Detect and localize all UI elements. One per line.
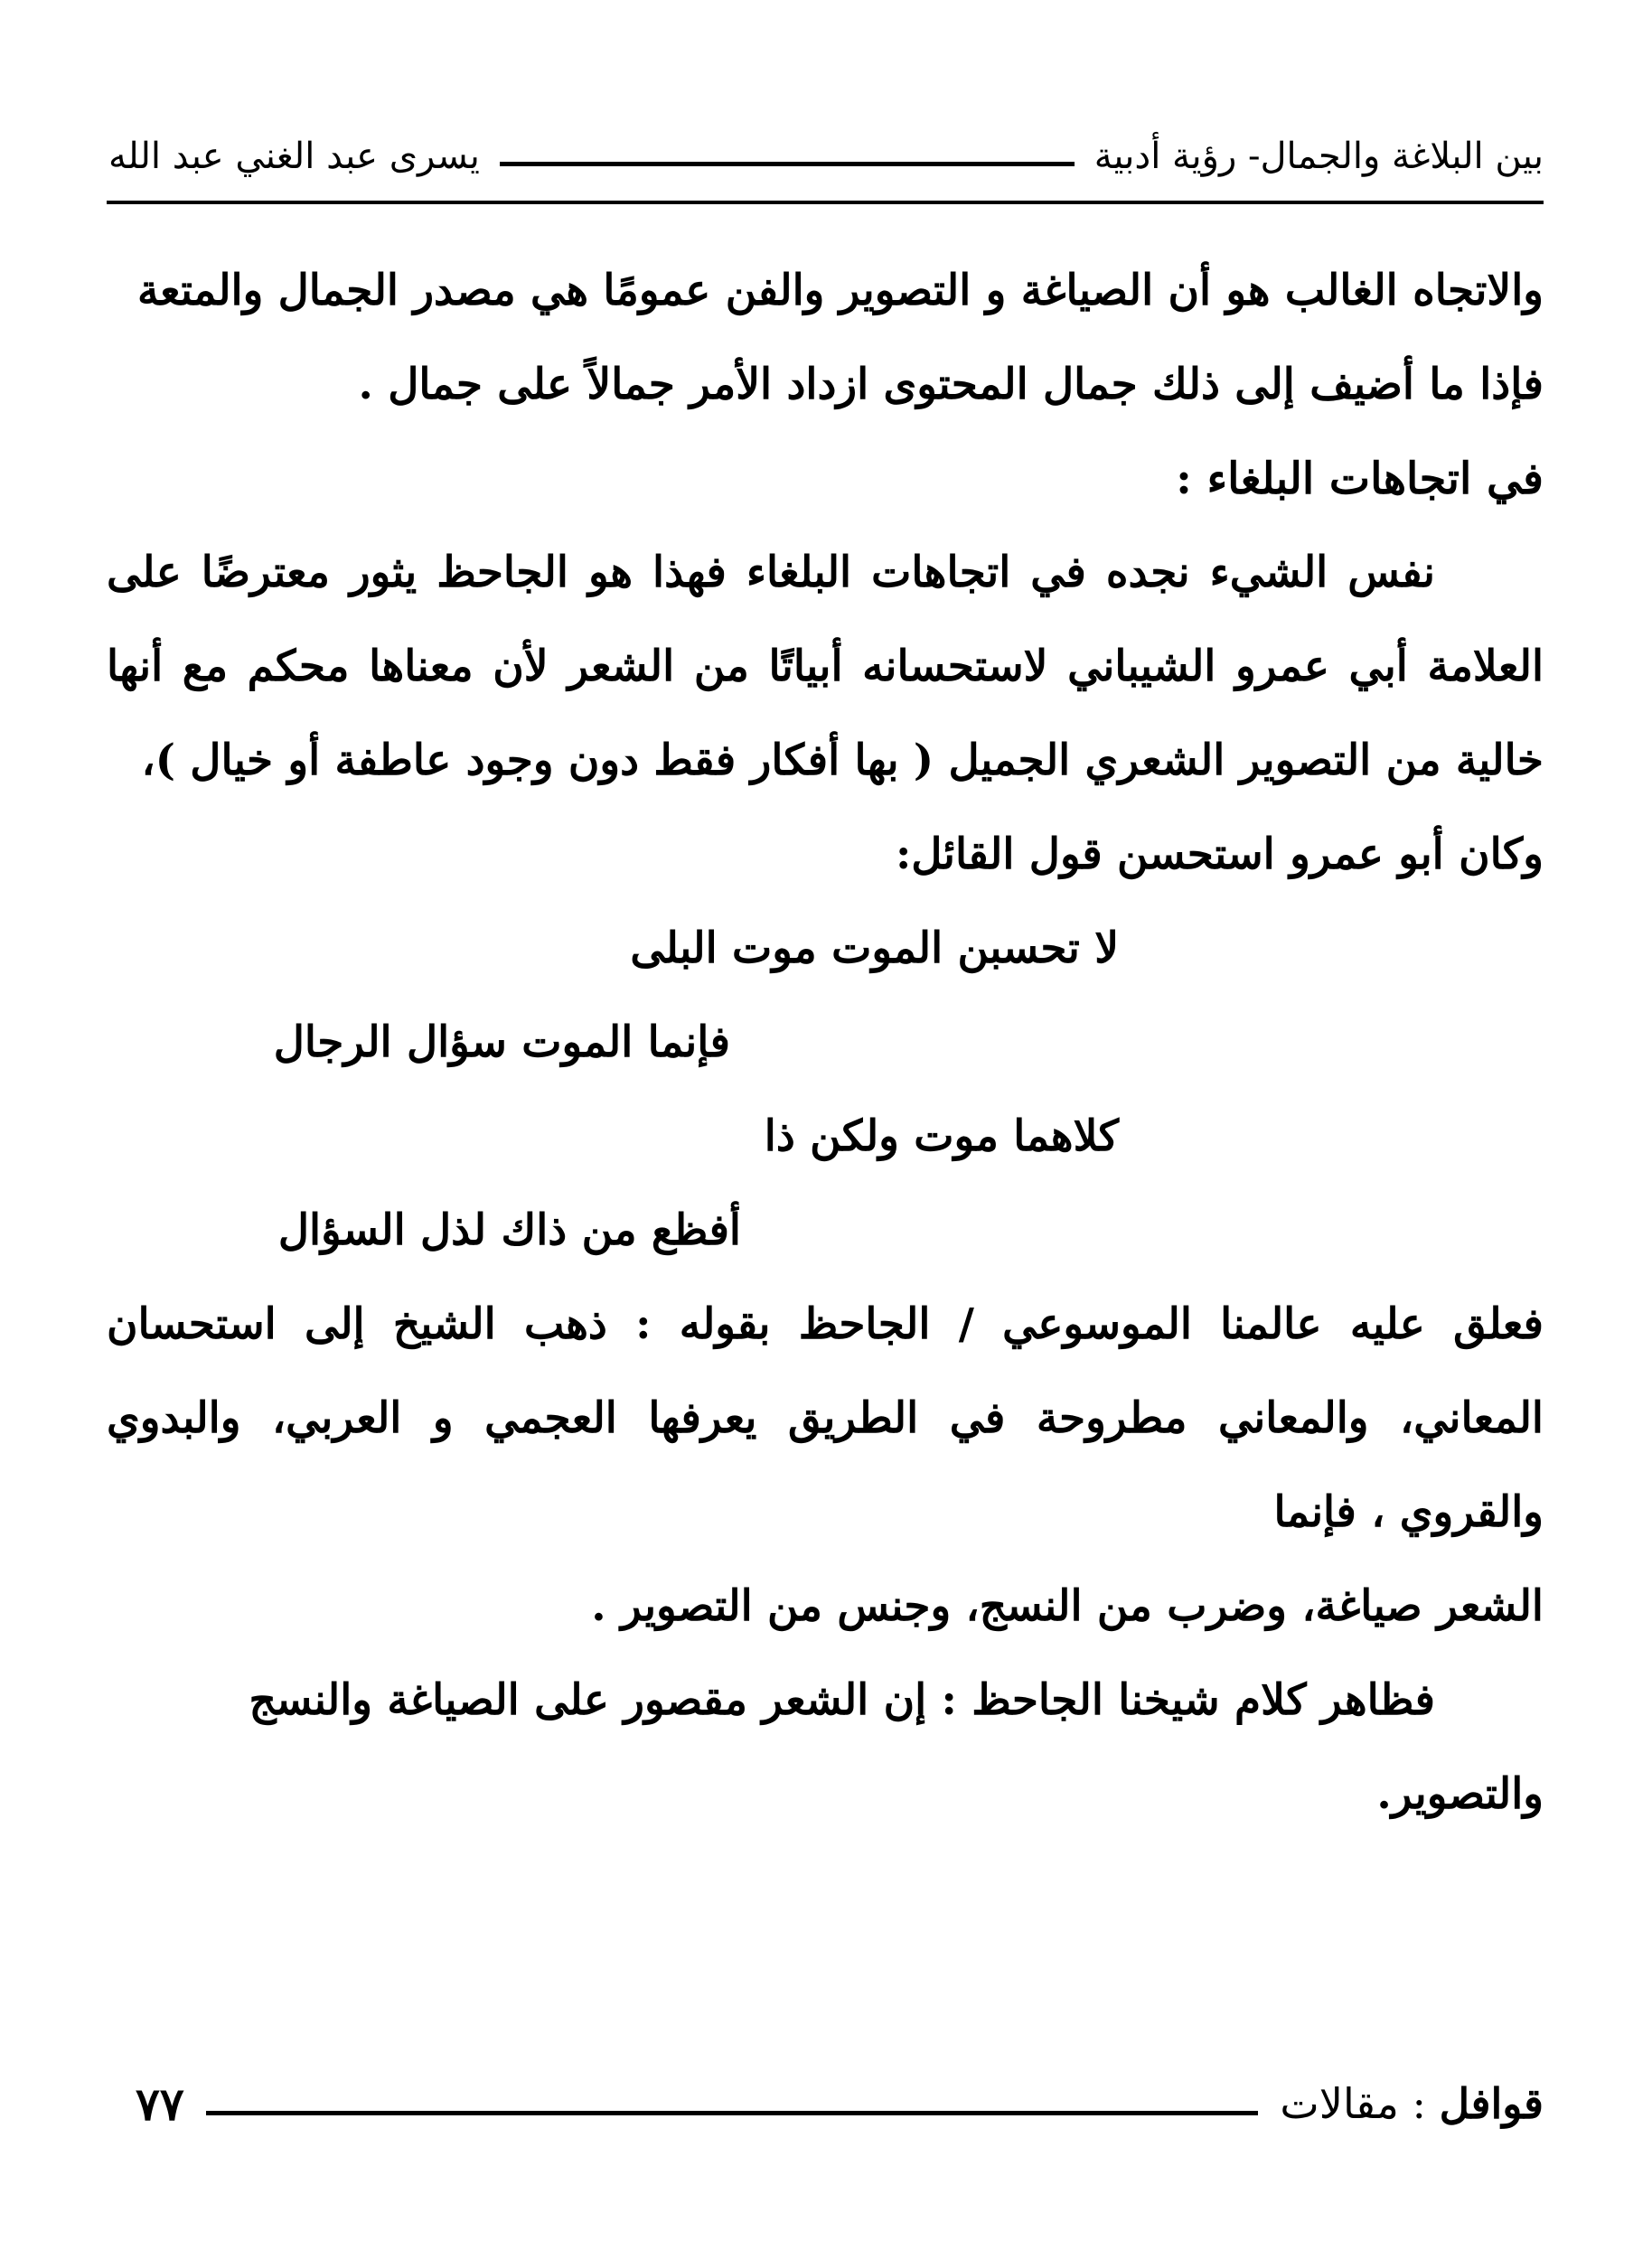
- paragraph-2-last-line: وكان أبو عمرو استحسن قول القائل:: [895, 830, 1544, 879]
- poem-verse-4: أفظع من ذاك لذل السؤال: [277, 1205, 741, 1255]
- poem-verse-1: لا تحسبن الموت موت البلى: [630, 923, 1119, 973]
- page-number: ٧٧: [136, 2077, 184, 2131]
- paragraph-3: فعلق عليه عالمنا الموسوعي / الجاحظ بقوله : ذهب الشيخ إلى استحسان المعاني، والمعاني مطروحة في الطريق يعرفها العجمي و العربي، والبدوي والقروي ، فإنما: [107, 1299, 1544, 1537]
- poem-verse-2: فإنما الموت سؤال الرجال: [273, 1017, 730, 1067]
- running-header: [108, 125, 1544, 188]
- journal-separator: :: [1398, 2079, 1440, 2128]
- paragraph-4: فظاهر كلام شيخنا الجاحظ : إن الشعر مقصور على الصياغة والنسج: [249, 1675, 1435, 1725]
- section-name: مقالات: [1280, 2079, 1399, 2128]
- section-heading: في اتجاهات البلغاء :: [1176, 454, 1544, 504]
- paragraph-4-last-line: والتصوير.: [1376, 1769, 1544, 1819]
- journal-name: قوافل: [1439, 2079, 1544, 2128]
- header-divider: [107, 201, 1544, 204]
- header-rule: [500, 162, 1075, 166]
- paragraph-1-line-2: فإذا ما أضيف إلى ذلك جمال المحتوى ازداد الأمر جمالاً على جمال .: [358, 360, 1544, 409]
- body-text: [107, 244, 1544, 1842]
- author-name: يسرى عبد الغني عبد الله: [108, 136, 480, 177]
- running-footer: [136, 2067, 1544, 2140]
- poem: [107, 902, 1544, 1278]
- journal-label: [1280, 2079, 1544, 2128]
- footer-rule: [206, 2111, 1259, 2115]
- paragraph-1-line-1: والاتجاه الغالب هو أن الصياغة و التصوير والفن عمومًا هي مصدر الجمال والمتعة: [136, 266, 1544, 315]
- book-title: بين البلاغة والجمال- رؤية أدبية: [1094, 136, 1544, 177]
- paragraph-3-last-line: الشعر صياغة، وضرب من النسج، وجنس من التصوير .: [591, 1581, 1544, 1631]
- poem-verse-3: كلاهما موت ولكن ذا: [764, 1111, 1119, 1161]
- paragraph-2: نفس الشيء نجده في اتجاهات البلغاء فهذا هو الجاحظ يثور معترضًا على العلامة أبي عمرو الشيباني لاستحسانه أبياتًا من الشعر لأن معناها محكم مع أنها خالية من التصوير الشعري الجميل ( بها أفكار فقط دون وجود عاطفة أو خيال )،: [107, 548, 1544, 785]
